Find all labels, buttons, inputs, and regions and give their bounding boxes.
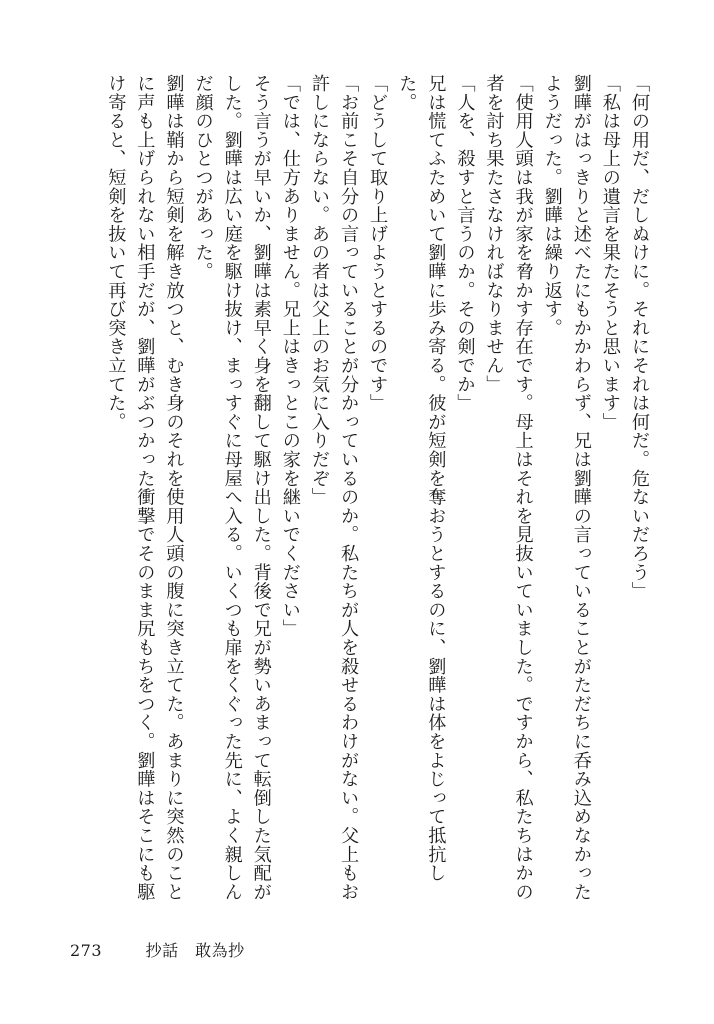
- paragraph: 「お前こそ自分の言っていることが分かっているのか。私たちが人を殺せるわけがない。父上もお許しにならない。あの者は父上のお気に入りだぞ」: [308, 74, 360, 902]
- paragraph: 「何の用だ、だしぬけに。それにそれは何だ。危ないだろう」: [629, 74, 650, 601]
- vertical-body-text: [54, 74, 654, 919]
- page-footer: [70, 938, 245, 961]
- paragraph: 劉曄は鞘から短剣を解き放つと、むき身のそれを使用人頭の腹に突き立てた。あまりに突然のことに声も上げられない相手だが、劉曄がぶつかった衝撃でそのまま尻もちをつく。劉曄はそこにも駆け寄ると、短剣を抜いて再び突き立てた。: [105, 74, 185, 902]
- paragraph: 兄は慌てふためいて劉曄に歩み寄る。彼が短剣を奪おうとするのに、劉曄は体をよじって抵抗した。: [396, 74, 447, 883]
- paragraph: 「では、仕方ありません。兄上はきっとこの家を継いでください」: [279, 74, 301, 638]
- page-number: 273: [70, 941, 103, 960]
- section-title: 抄話 敢為抄: [145, 941, 245, 960]
- paragraph: 「人を、殺すと言うのか。その剣でか」: [454, 74, 476, 413]
- paragraph: 劉曄がはっきりと述べたにもかかわらず、兄は劉曄の言っていることがただちに呑み込めなかったようだった。劉曄は繰り返す。: [541, 74, 592, 902]
- paragraph: 「私は母上の遺言を果たそうと思います」: [599, 74, 621, 432]
- paragraph: 「使用人頭は我が家を脅かす存在です。母上はそれを見抜いていました。ですから、私たちはかの者を討ち果たさなければなりません」: [483, 74, 534, 902]
- paragraph: 「どうして取り上げようとするのです」: [367, 74, 389, 413]
- paragraph: そう言うが早いか、劉曄は素早く身を翻して駆け出した。背後で兄が勢いあまって転倒した気配がした。劉曄は広い庭を駆け抜け、まっすぐに母屋へ入る。いくつも扉をくぐった先に、よく親しんだ顔のひとつがあった。: [192, 74, 272, 902]
